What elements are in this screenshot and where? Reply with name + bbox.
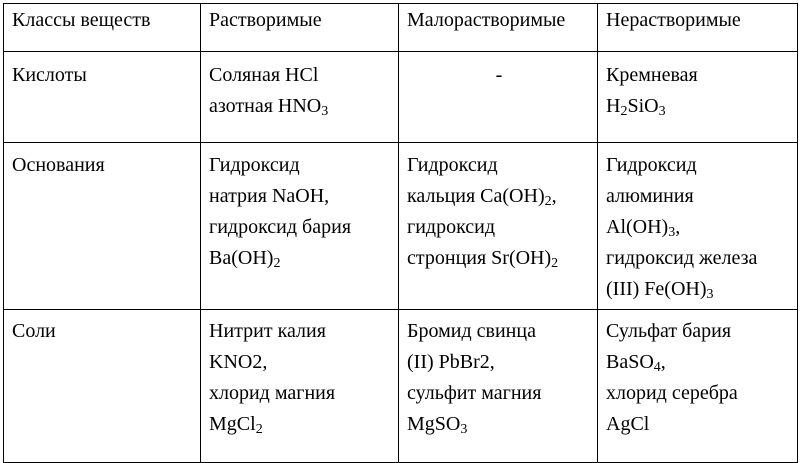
subscript: 2 <box>551 256 559 271</box>
subscript: 3 <box>460 422 468 437</box>
text-segment: гидроксид <box>407 216 496 238</box>
text-segment: MgSO <box>407 413 461 435</box>
text-segment: хлорид серебра <box>606 382 738 404</box>
cell-line <box>407 316 591 347</box>
header-row <box>4 4 798 52</box>
cell-insoluble <box>598 310 798 463</box>
text-segment: стронция Sr(OH) <box>407 247 552 269</box>
cell-slightly-soluble <box>399 52 598 143</box>
text-segment: Кремневая <box>606 64 698 86</box>
cell-line <box>606 243 791 274</box>
cell-line <box>209 91 392 122</box>
cell-line <box>209 378 392 409</box>
subscript: 3 <box>658 104 666 119</box>
subscript: 2 <box>544 194 552 209</box>
text-segment: алюминия <box>606 185 694 207</box>
cell-line <box>209 181 392 212</box>
header-label: Нерастворимые <box>606 9 741 31</box>
cell-line <box>209 60 392 91</box>
class-cell <box>4 143 201 310</box>
cell-line <box>606 316 791 347</box>
text-segment: сульфит магния <box>407 382 542 404</box>
header-cell-class <box>4 4 201 52</box>
cell-line <box>407 181 591 212</box>
text-segment: натрия NaOH, <box>209 185 330 207</box>
cell-line <box>407 409 591 440</box>
header-cell-soluble <box>201 4 399 52</box>
text-segment: кальция Ca(OH) <box>407 185 545 207</box>
text-segment: хлорид магния <box>209 382 336 404</box>
cell-line <box>606 347 791 378</box>
subscript: 3 <box>668 225 676 240</box>
header-cell-slightly-soluble <box>399 4 598 52</box>
text-segment: Гидроксид <box>606 154 697 176</box>
text-segment: MgCl <box>209 413 256 435</box>
text-segment: (III) Fe(OH) <box>606 278 707 300</box>
header-cell-insoluble <box>598 4 798 52</box>
class-label: Кислоты <box>12 64 87 86</box>
subscript: 3 <box>706 287 714 302</box>
cell-line <box>407 150 591 181</box>
cell-slightly-soluble <box>399 310 598 463</box>
text-segment: гидроксид железа <box>606 247 758 269</box>
table-row-salts <box>4 310 798 463</box>
cell-line <box>606 60 791 91</box>
text-segment: Сульфат бария <box>606 320 732 342</box>
cell-line <box>407 60 591 91</box>
text-segment: Al(OH) <box>606 216 669 238</box>
text-segment: азотная HNO <box>209 95 322 117</box>
class-label: Основания <box>12 154 105 176</box>
class-label: Соли <box>12 320 56 342</box>
cell-line <box>209 347 392 378</box>
cell-line <box>209 316 392 347</box>
header-label: Классы веществ <box>12 9 151 31</box>
cell-line <box>209 409 392 440</box>
cell-line <box>606 181 791 212</box>
text-segment: , <box>675 216 681 238</box>
class-cell <box>4 310 201 463</box>
cell-line <box>209 243 392 274</box>
text-segment: H <box>606 95 621 117</box>
subscript: 3 <box>321 104 329 119</box>
cell-line <box>606 150 791 181</box>
table-row-acids <box>4 52 798 143</box>
cell-line <box>606 378 791 409</box>
cell-insoluble <box>598 52 798 143</box>
subscript: 4 <box>653 360 661 375</box>
cell-line <box>606 409 791 440</box>
solubility-table <box>3 3 798 463</box>
table-row-bases <box>4 143 798 310</box>
cell-line <box>606 212 791 243</box>
cell-line <box>209 150 392 181</box>
cell-line <box>606 274 791 305</box>
subscript: 2 <box>620 104 628 119</box>
header-label: Растворимые <box>209 9 322 31</box>
text-segment: , <box>660 351 666 373</box>
cell-line <box>407 347 591 378</box>
class-cell <box>4 52 201 143</box>
cell-insoluble <box>598 143 798 310</box>
text-segment: Бромид свинца <box>407 320 536 342</box>
text-segment: Гидроксид <box>407 154 498 176</box>
cell-line <box>606 91 791 122</box>
cell-soluble <box>201 143 399 310</box>
text-segment: Соляная HCl <box>209 64 319 86</box>
text-segment: Гидроксид <box>209 154 300 176</box>
header-label: Малорастворимые <box>407 9 566 31</box>
cell-line <box>407 378 591 409</box>
subscript: 2 <box>273 256 281 271</box>
text-segment: BaSO <box>606 351 654 373</box>
cell-soluble <box>201 310 399 463</box>
cell-line <box>407 243 591 274</box>
cell-slightly-soluble <box>399 143 598 310</box>
text-segment: , <box>551 185 557 207</box>
text-segment: - <box>495 64 503 86</box>
text-segment: гидроксид бария <box>209 216 352 238</box>
text-segment: KNO2, <box>209 351 268 373</box>
text-segment: AgCl <box>606 413 650 435</box>
subscript: 2 <box>255 422 263 437</box>
text-segment: SiO <box>627 95 659 117</box>
text-segment: Ba(OH) <box>209 247 274 269</box>
text-segment: (II) PbBr2, <box>407 351 495 373</box>
cell-line <box>407 212 591 243</box>
text-segment: Нитрит калия <box>209 320 326 342</box>
cell-line <box>209 212 392 243</box>
cell-soluble <box>201 52 399 143</box>
